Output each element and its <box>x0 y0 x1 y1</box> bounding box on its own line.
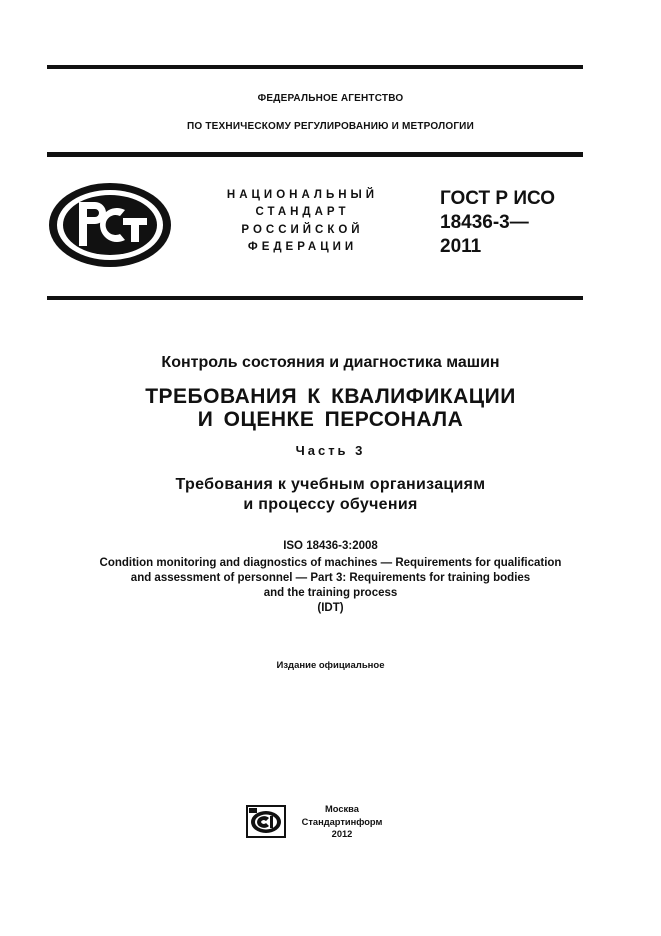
english-title-line: Condition monitoring and diagnostics of machines — Requirements for qualification <box>99 557 562 569</box>
english-title-line: and the training process <box>263 587 398 599</box>
standard-designation <box>440 187 555 259</box>
designation-line: 2011 <box>440 236 482 257</box>
main-title-line-2: И ОЦЕНКЕ ПЕРСОНАЛА <box>197 408 464 431</box>
publisher-name: Стандартинформ <box>301 816 383 827</box>
agency-line-2: ПО ТЕХНИЧЕСКОМУ РЕГУЛИРОВАНИЮ И МЕТРОЛОГИИ <box>187 121 474 132</box>
main-title-line-1: ТРЕБОВАНИЯ К КВАЛИФИКАЦИИ <box>145 385 516 408</box>
iso-reference: ISO 18436-3:2008 <box>283 540 378 552</box>
gost-r-certification-mark-icon <box>46 180 174 270</box>
edition-note: Издание официальное <box>276 660 385 671</box>
designation-line: ГОСТ Р ИСО <box>440 188 556 209</box>
standard-type-line: СТАНДАРТ <box>255 206 350 219</box>
general-title: Контроль состояния и диагностика машин <box>161 354 500 371</box>
publisher-info <box>296 803 388 841</box>
standard-type-line: РОССИЙСКОЙ <box>241 223 364 236</box>
publisher-year: 2012 <box>331 829 353 839</box>
designation-line: 18436-3— <box>440 212 529 233</box>
section-rule <box>47 296 583 300</box>
english-title-line: (IDT) <box>317 602 344 614</box>
english-title-line: and assessment of personnel — Part 3: Requirements for training bodies <box>130 572 531 584</box>
top-rule <box>47 65 583 69</box>
standard-type-line: НАЦИОНАЛЬНЫЙ <box>226 189 379 201</box>
english-title <box>0 556 661 616</box>
subtitle-line-2: и процессу обучения <box>243 496 418 513</box>
header-rule <box>47 152 583 157</box>
standard-type <box>200 187 405 256</box>
publisher-city: Москва <box>325 804 359 814</box>
agency-line-1: ФЕДЕРАЛЬНОЕ АГЕНТСТВО <box>257 93 404 104</box>
standartinform-logo-icon <box>246 805 286 838</box>
standard-type-line: ФЕДЕРАЦИИ <box>247 240 358 253</box>
part-number: Часть 3 <box>295 443 366 458</box>
subtitle-line-1: Требования к учебным организациям <box>175 476 486 493</box>
